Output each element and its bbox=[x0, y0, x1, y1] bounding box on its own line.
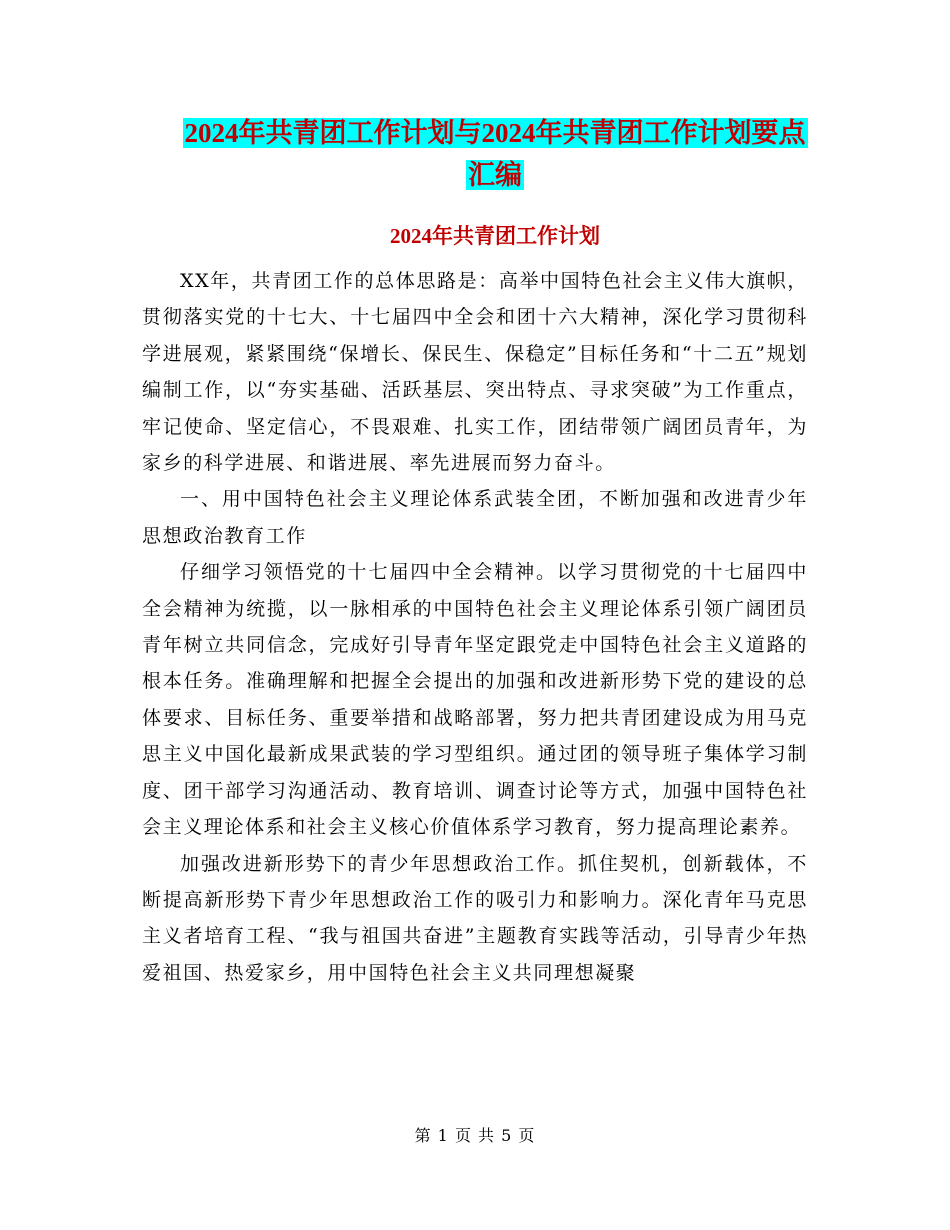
paragraph-heading-1: 一、用中国特色社会主义理论体系武装全团，不断加强和改进青少年思想政治教育工作 bbox=[142, 488, 808, 547]
paragraph-study: 仔细学习领悟党的十七届四中全会精神。以学习贯彻党的十七届四中全会精神为统揽，以一脉相承的中国特色社会主义理论体系引领广阔团员青年树立共同信念，完成好引导青年坚定跟党走中国特色社会主义道路的根本任务。准确理解和把握全会提出的加强和改进新形势下党的建设的总体要求、目标任务、重要举措和战略部署，努力把共青团建设成为用马克思主义中国化最新成果武装的学习型组织。通过团的领导班子集体学习制度、团干部学习沟通活动、教育培训、调查讨论等方式，加强中国特色社会主义理论体系和社会主义核心价值体系学习教育，努力提高理论素养。 bbox=[142, 561, 808, 839]
section-title: 2024年共青团工作计划 bbox=[390, 224, 600, 248]
document-title bbox=[90, 112, 900, 196]
paragraph-ideology: 加强改进新形势下的青少年思想政治工作。抓住契机，创新载体，不断提高新形势下青少年思想政治工作的吸引力和影响力。深化青年马克思主义者培育工程、“我与祖国共奋进”主题教育实践等活动，引导青少年热爱祖国、热爱家乡，用中国特色社会主义共同理想凝聚 bbox=[142, 852, 808, 984]
page-footer: 第 1 页 共 5 页 bbox=[414, 1126, 536, 1145]
document-title-line2: 汇编 bbox=[468, 160, 522, 190]
document-body bbox=[142, 263, 808, 991]
document-title-line1: 2024年共青团工作计划与2024年共青团工作计划要点 bbox=[184, 118, 806, 148]
paragraph-intro: XX年，共青团工作的总体思路是：高举中国特色社会主义伟大旗帜，贯彻落实党的十七大、十七届四中全会和团十六大精神，深化学习贯彻科学进展观，紧紧围绕“保增长、保民生、保稳定”目标任务和“十二五”规划编制工作，以“夯实基础、活跃基层、突出特点、寻求突破”为工作重点，牢记使命、坚定信心，不畏艰难、扎实工作，团结带领广阔团员青年，为家乡的科学进展、和谐进展、率先进展而努力奋斗。 bbox=[142, 270, 808, 475]
